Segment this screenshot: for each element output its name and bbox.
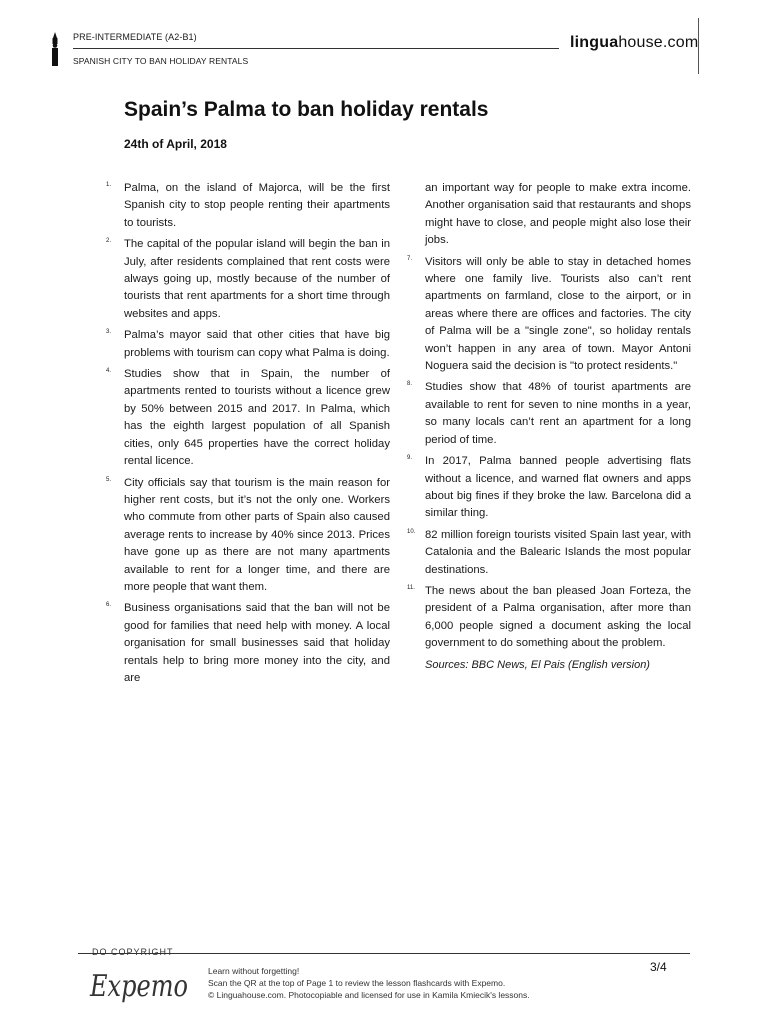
paragraph-number: 4. <box>106 368 112 375</box>
paragraph-text: Studies show that in Spain, the number of apartments rented to tourists without a licence grew by 50% between 2015 and 2017. In Palma, which has the eighth largest population of all Spanish cities, only 645 properties have the correct holiday rental licence. <box>124 368 390 468</box>
article-date: 24th of April, 2018 <box>124 137 227 151</box>
expemo-logo <box>90 962 190 1006</box>
paragraph-number: 2. <box>106 238 112 245</box>
page-number: 3/4 <box>650 960 667 974</box>
paragraph <box>106 180 390 232</box>
page-header <box>0 0 768 80</box>
paragraph <box>106 236 390 323</box>
brand-logo: linguahouse.com <box>570 34 699 51</box>
right-column <box>407 180 691 674</box>
paragraph-continuation: an important way for people to make extra income. Another organisation said that restaurants and shops might have to close, and people might also lose their jobs. <box>425 182 691 247</box>
expemo-logo-text: Expemo <box>89 969 188 1004</box>
paragraph <box>106 366 390 470</box>
paragraph-text: Visitors will only be able to stay in detached homes where one family live. Tourists also can’t rent apartments on farmland, close to the airport, or in areas where there are offices and factories. The city of Palma will be a "single zone", so holiday rentals won’t happen in any area of town. Mayor Antoni Noguera said the decision is "to protect residents." <box>425 255 691 373</box>
article-title: Spain’s Palma to ban holiday rentals <box>124 98 489 121</box>
paragraph <box>407 453 691 523</box>
sources-note: Sources: BBC News, El Pais (English version) <box>425 658 650 671</box>
paragraph-number: 6. <box>106 602 112 609</box>
paragraph-text: 82 million foreign tourists visited Spain last year, with Catalonia and the Balearic Islands the most popular destinations. <box>425 528 691 576</box>
footer-line-3: © Linguahouse.com. Photocopiable and licensed for use in Kamila Kmiecik's lessons. <box>208 990 530 1000</box>
paragraph-text: The news about the ban pleased Joan Forteza, the president of a Palma organisation, after more than 6,000 people signed a document asking the local government to do something about the problem. <box>425 584 691 650</box>
paragraph <box>407 379 691 449</box>
paragraph-text: City officials say that tourism is the main reason for higher rent costs, but it’s not the only one. Workers who commute from other parts of Spain also caused average rents to increase by 40% since 2013. Prices have gone up as there are not many apartments available to rent for a longer time, and there are more people that want them. <box>124 476 390 593</box>
paragraph-number: 7. <box>407 255 413 262</box>
paragraph <box>106 475 390 597</box>
big-ben-icon <box>48 32 62 66</box>
paragraph-number: 1. <box>106 182 112 188</box>
paragraph-number: 8. <box>407 381 413 388</box>
paragraph-number: 9. <box>407 455 413 462</box>
paragraph-number: 11. <box>407 584 415 591</box>
paragraph <box>106 600 390 687</box>
paragraph-text: Palma, on the island of Majorca, will be the first Spanish city to stop people renting their apartments to tourists. <box>124 182 390 229</box>
paragraph-text: Studies show that 48% of tourist apartments are available to rent for seven to nine months in a year, so many locals can’t rent an apartment for a long period of time. <box>425 381 691 446</box>
header-rule <box>73 48 559 49</box>
paragraph <box>407 583 691 653</box>
footer-notice <box>208 965 530 1001</box>
lesson-subject: SPANISH CITY TO BAN HOLIDAY RENTALS <box>73 56 249 66</box>
cutoff-text: DO COPYRIGHT <box>92 947 174 957</box>
level-label: PRE-INTERMEDIATE (A2-B1) <box>73 32 197 42</box>
paragraph-text: Business organisations said that the ban will not be good for families that need help with money. A local organisation for small businesses said that holiday rentals help to bring more money into the city, and are <box>124 602 390 684</box>
paragraph-text: The capital of the popular island will begin the ban in July, after residents complained that rent costs were always going up, mostly because of the number of tourists that rent apartments for a short time through websites and apps. <box>124 238 390 320</box>
paragraph-number: 10. <box>407 528 416 535</box>
paragraph-text: In 2017, Palma banned people advertising flats without a licence, and warned flat owners and apps about big fines if they broke the law. Barcelona did a similar thing. <box>425 455 691 520</box>
footer-line-2: Scan the QR at the top of Page 1 to review the lesson flashcards with Expemo. <box>208 978 506 988</box>
paragraph <box>106 327 390 362</box>
left-column <box>106 180 390 691</box>
paragraph-number: 5. <box>106 476 112 483</box>
paragraph <box>407 527 691 579</box>
footer-line-1: Learn without forgetting! <box>208 966 300 976</box>
paragraph-text: Palma’s mayor said that other cities that have big problems with tourism can copy what Palma is doing. <box>124 329 390 359</box>
paragraph-number: 3. <box>106 329 112 336</box>
header-divider <box>698 18 699 74</box>
paragraph <box>407 254 691 376</box>
